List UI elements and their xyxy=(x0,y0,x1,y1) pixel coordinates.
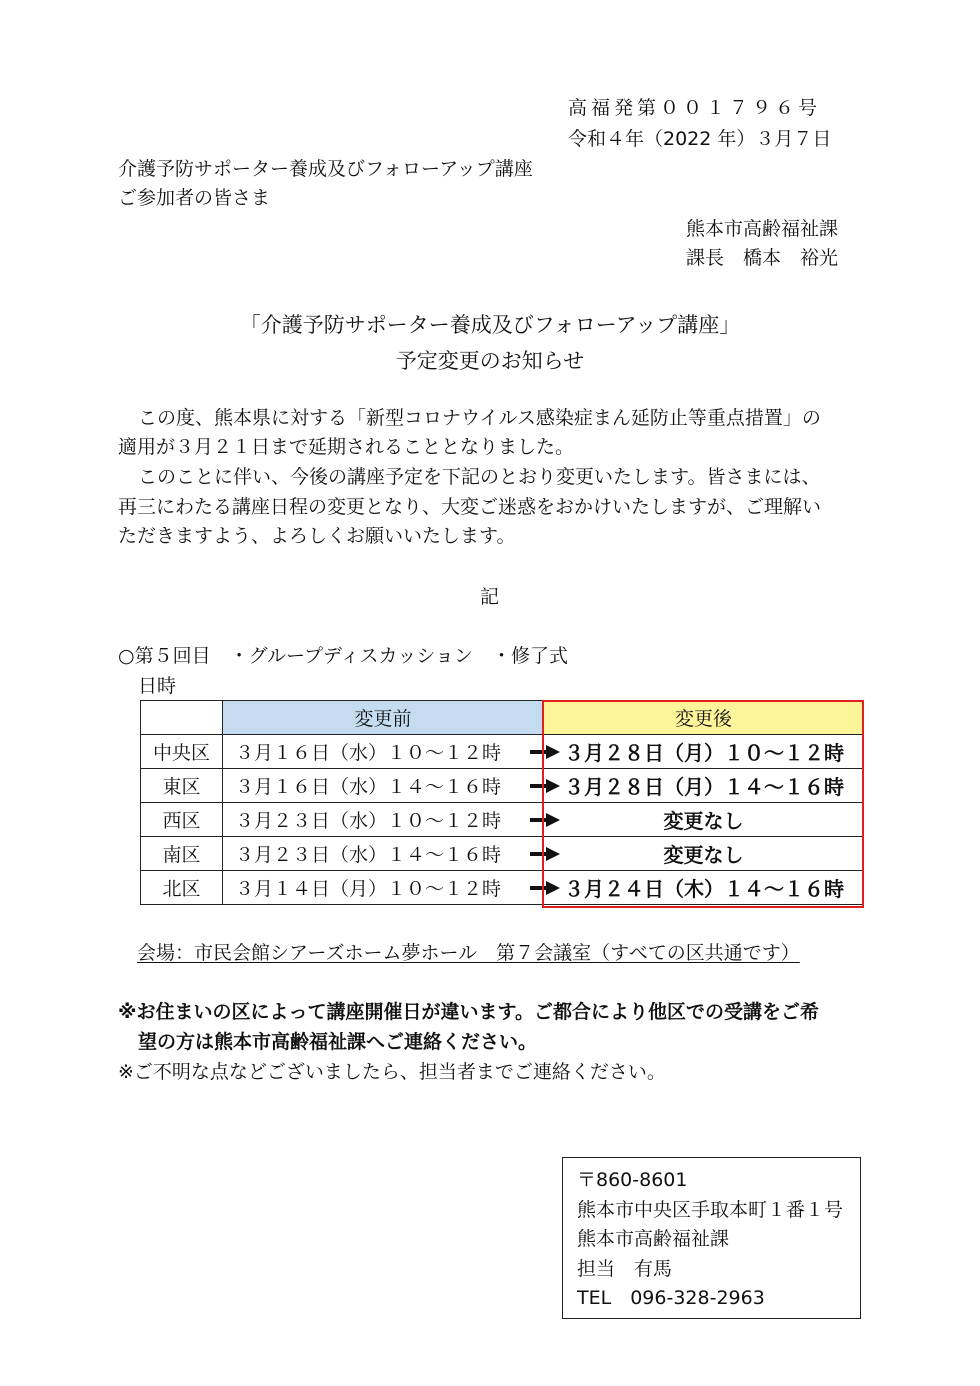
after-value: ３月２４日（木）１４～１６時 xyxy=(564,877,844,901)
table-row xyxy=(141,803,864,837)
district-cell: 西区 xyxy=(141,803,223,837)
after-cell xyxy=(544,803,864,837)
after-value: 変更なし xyxy=(663,843,744,867)
after-value: ３月２８日（月）１４～１６時 xyxy=(564,775,844,799)
note-1-line-2: 望の方は熊本市高齢福祉課へご連絡ください。 xyxy=(138,1031,538,1053)
document-title-line-2: 予定変更のお知らせ xyxy=(395,349,585,373)
contact-box xyxy=(562,1157,861,1319)
table-header-empty xyxy=(141,701,223,735)
table-row xyxy=(141,837,864,871)
session-heading: ○第５回目 ・グループディスカッション ・修了式 xyxy=(118,645,568,667)
sender-department: 熊本市高齢福祉課 xyxy=(686,218,839,240)
after-cell xyxy=(544,837,864,871)
table-header-row xyxy=(141,701,864,735)
contact-postal-code: 〒860-8601 xyxy=(577,1169,688,1191)
district-cell: 東区 xyxy=(141,769,223,803)
body-paragraph-2-line-3: ただきますよう、よろしくお願いいたします。 xyxy=(118,525,516,547)
district-cell: 南区 xyxy=(141,837,223,871)
arrow-right-icon xyxy=(530,813,560,827)
arrow-right-icon xyxy=(530,779,560,793)
ki-marker: 記 xyxy=(480,586,500,608)
before-cell: ３月２３日（水）１４～１６時 xyxy=(223,837,544,871)
contact-address: 熊本市中央区手取本町１番１号 xyxy=(577,1198,844,1221)
document-date: 令和４年（2022 年）３月７日 xyxy=(568,128,832,150)
contact-phone: TEL 096-328-2963 xyxy=(577,1287,765,1309)
document-title-line-1: 「介護予防サポーター養成及びフォローアップ講座」 xyxy=(239,313,741,337)
datetime-label: 日時 xyxy=(138,675,177,697)
note-2: ※ご不明な点などございましたら、担当者までご連絡ください。 xyxy=(118,1061,666,1083)
after-cell xyxy=(544,871,864,905)
arrow-right-icon xyxy=(530,745,560,759)
before-cell: ３月１４日（月）１０～１２時 xyxy=(223,871,544,905)
after-value: ３月２８日（月）１０～１２時 xyxy=(564,741,844,765)
arrow-right-icon xyxy=(530,847,560,861)
table-header-after: 変更後 xyxy=(544,701,864,735)
venue-line: 会場：市民会館シアーズホーム夢ホール 第７会議室（すべての区共通です） xyxy=(137,942,800,964)
table-row xyxy=(141,871,864,905)
note-1-line-1: ※お住まいの区によって講座開催日が違います。ご都合により他区での受講をご希 xyxy=(118,1001,819,1023)
after-cell xyxy=(544,769,864,803)
body-paragraph-2-line-1: このことに伴い、今後の講座予定を下記のとおり変更いたします。皆さまには、 xyxy=(138,466,821,488)
document-number: 高福発第００１７９６号 xyxy=(568,97,822,119)
recipient-line-2: ご参加者の皆さま xyxy=(118,187,271,209)
before-cell: ３月１６日（水）１０～１２時 xyxy=(223,735,544,769)
body-paragraph-2-line-2: 再三にわたる講座日程の変更となり、大変ご迷惑をおかけいたしますが、ご理解い xyxy=(118,496,822,518)
contact-department: 熊本市高齢福祉課 xyxy=(577,1228,730,1250)
table-header-before: 変更前 xyxy=(223,701,544,735)
arrow-right-icon xyxy=(530,881,560,895)
after-cell xyxy=(544,735,864,769)
table-row xyxy=(141,735,864,769)
district-cell: 北区 xyxy=(141,871,223,905)
after-value: 変更なし xyxy=(663,809,744,833)
recipient-line-1: 介護予防サポーター養成及びフォローアップ講座 xyxy=(118,158,533,180)
district-cell: 中央区 xyxy=(141,735,223,769)
contact-person: 担当 有馬 xyxy=(577,1257,673,1280)
before-cell: ３月２３日（水）１０～１２時 xyxy=(223,803,544,837)
sender-name: 課長 橋本 裕光 xyxy=(686,247,839,269)
table-row xyxy=(141,769,864,803)
before-cell: ３月１６日（水）１４～１６時 xyxy=(223,769,544,803)
body-paragraph-1-line-2: 適用が３月２１日まで延期されることとなりました。 xyxy=(118,436,575,458)
body-paragraph-1-line-1: この度、熊本県に対する「新型コロナウイルス感染症まん延防止等重点措置」の xyxy=(138,407,821,429)
schedule-table xyxy=(140,700,864,905)
